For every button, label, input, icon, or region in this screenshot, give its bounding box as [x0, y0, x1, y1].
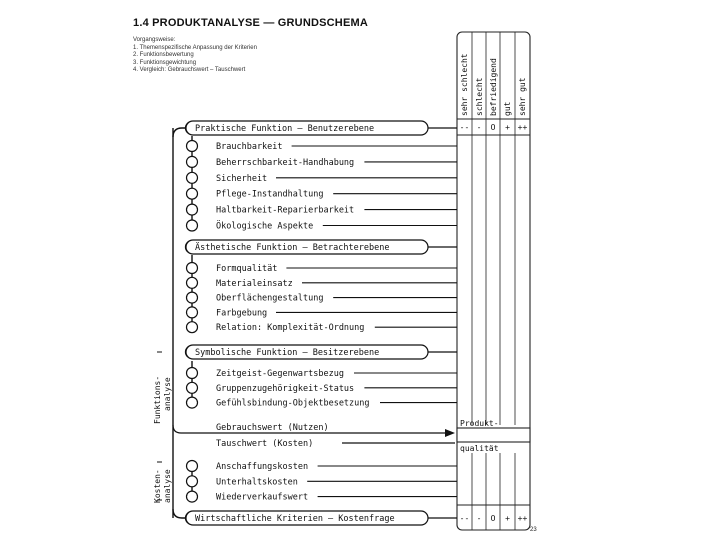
main-branch-curve — [173, 128, 186, 137]
criterion-label: Farbgebung — [216, 308, 268, 319]
intro-line: 3. Funktionsgewichtung — [133, 59, 197, 66]
criterion-label: Formqualität — [216, 264, 278, 274]
rating-symbol: ++ — [517, 123, 528, 132]
criterion-node — [187, 292, 198, 303]
group-label: Ästhetische Funktion – Betrachterebene — [195, 243, 390, 253]
group-header — [186, 240, 458, 254]
intro-line: 2. Funktionsbewertung — [133, 52, 194, 58]
final-curve — [173, 509, 186, 518]
kostenanalyse-label: Kosten- — [153, 469, 162, 503]
criterion-node — [187, 307, 198, 318]
gebrauchswert-label: Gebrauchswert (Nutzen) — [216, 423, 329, 433]
criterion-row — [187, 141, 458, 153]
gebrauchswert-arrow — [445, 429, 455, 437]
criterion-node — [187, 220, 198, 231]
criterion-node — [187, 397, 198, 408]
criterion-row — [187, 220, 458, 232]
criterion-row — [187, 172, 458, 184]
criterion-label: Haltbarkeit-Reparierbarkeit — [216, 205, 355, 216]
qualitaet-label: qualität — [460, 444, 499, 453]
criterion-label: Gruppenzugehörigkeit-Status — [216, 383, 355, 394]
criterion-row — [187, 292, 458, 304]
rating-symbol: -- — [459, 514, 470, 523]
funktionsanalyse-label: analyse — [163, 377, 172, 411]
criterion-row — [187, 307, 458, 319]
produkt-label: Produkt- — [460, 419, 499, 428]
criterion-row — [187, 397, 458, 409]
criterion-row — [187, 263, 458, 275]
final-header — [173, 509, 457, 525]
criterion-label: Brauchbarkeit — [216, 142, 283, 152]
criterion-node — [187, 204, 198, 215]
group-header — [186, 121, 458, 135]
criterion-label: Oberflächengestaltung — [216, 293, 324, 304]
kosten-row — [187, 491, 458, 503]
kosten-label: Anschaffungskosten — [216, 462, 309, 472]
criterion-row — [187, 368, 458, 380]
kosten-row — [187, 461, 458, 473]
kostenanalyse-label: analyse — [163, 469, 172, 503]
criterion-label: Pflege-Instandhaltung — [216, 189, 324, 200]
criterion-label: Gefühlsbindung-Objektbesetzung — [216, 398, 370, 409]
funktionsanalyse-label: Funktions- — [153, 375, 162, 424]
rating-symbol: + — [505, 123, 510, 132]
rating-symbol: - — [476, 514, 482, 523]
kosten-row — [187, 476, 458, 488]
criterion-node — [187, 188, 198, 199]
rating-symbol: - — [476, 123, 482, 132]
criterion-label: Zeitgeist-Gegenwartsbezug — [216, 369, 344, 379]
criterion-label: Ökologische Aspekte — [216, 221, 314, 232]
rating-symbol: + — [505, 514, 510, 523]
column-header-schlecht: schlecht — [475, 77, 484, 116]
column-header-gut: gut — [503, 101, 512, 116]
column-header-befriedigend: befriedigend — [489, 58, 498, 116]
page-title: 1.4 PRODUKTANALYSE — GRUNDSCHEMA — [133, 17, 368, 29]
criterion-node — [187, 263, 198, 274]
group-label: Praktische Funktion – Benutzerebene — [195, 124, 375, 134]
intro-line: 4. Vergleich: Gebrauchswert – Tauschwert — [133, 67, 246, 73]
produkt-quality-box — [457, 428, 530, 442]
criterion-label: Materialeinsatz — [216, 278, 293, 289]
rating-symbol: -- — [459, 123, 470, 132]
groups-layer — [173, 121, 457, 525]
criterion-node — [187, 322, 198, 333]
rating-symbol: ++ — [517, 514, 528, 523]
criterion-label: Sicherheit — [216, 173, 268, 184]
intro-line: 1. Themenspezifische Anpassung der Kriterien — [133, 44, 257, 51]
criterion-node — [187, 156, 198, 167]
criterion-row — [187, 204, 458, 216]
criterion-row — [187, 382, 458, 394]
rating-symbol: O — [490, 123, 496, 132]
kosten-label: Unterhaltskosten — [216, 477, 298, 488]
criterion-node — [187, 382, 198, 393]
kosten-node — [187, 491, 198, 502]
kosten-label: Wiederverkaufswert — [216, 492, 309, 503]
group-label: Symbolische Funktion – Besitzerebene — [195, 348, 380, 358]
criterion-row — [187, 322, 458, 334]
kosten-node — [187, 461, 198, 472]
intro-line: Vorgangsweise: — [133, 37, 176, 43]
kosten-node — [187, 476, 198, 487]
criterion-node — [187, 368, 198, 379]
rating-symbol: O — [490, 514, 496, 523]
tauschwert-label: Tauschwert (Kosten) — [216, 439, 314, 449]
criterion-node — [187, 277, 198, 288]
criterion-label: Relation: Komplexität-Ordnung — [216, 323, 365, 334]
criterion-row — [187, 277, 458, 289]
criterion-row — [187, 156, 458, 168]
criterion-node — [187, 172, 198, 183]
criterion-node — [187, 141, 198, 152]
group-header — [186, 345, 458, 359]
criterion-row — [187, 188, 458, 200]
page-number: 23 — [530, 527, 537, 533]
final-label: Wirtschaftliche Kriterien – Kostenfrage — [195, 514, 395, 524]
criterion-label: Beherrschbarkeit-Handhabung — [216, 157, 355, 168]
column-header-sehr-schlecht: sehr schlecht — [460, 53, 469, 116]
column-header-sehr-gut: sehr gut — [518, 77, 527, 116]
